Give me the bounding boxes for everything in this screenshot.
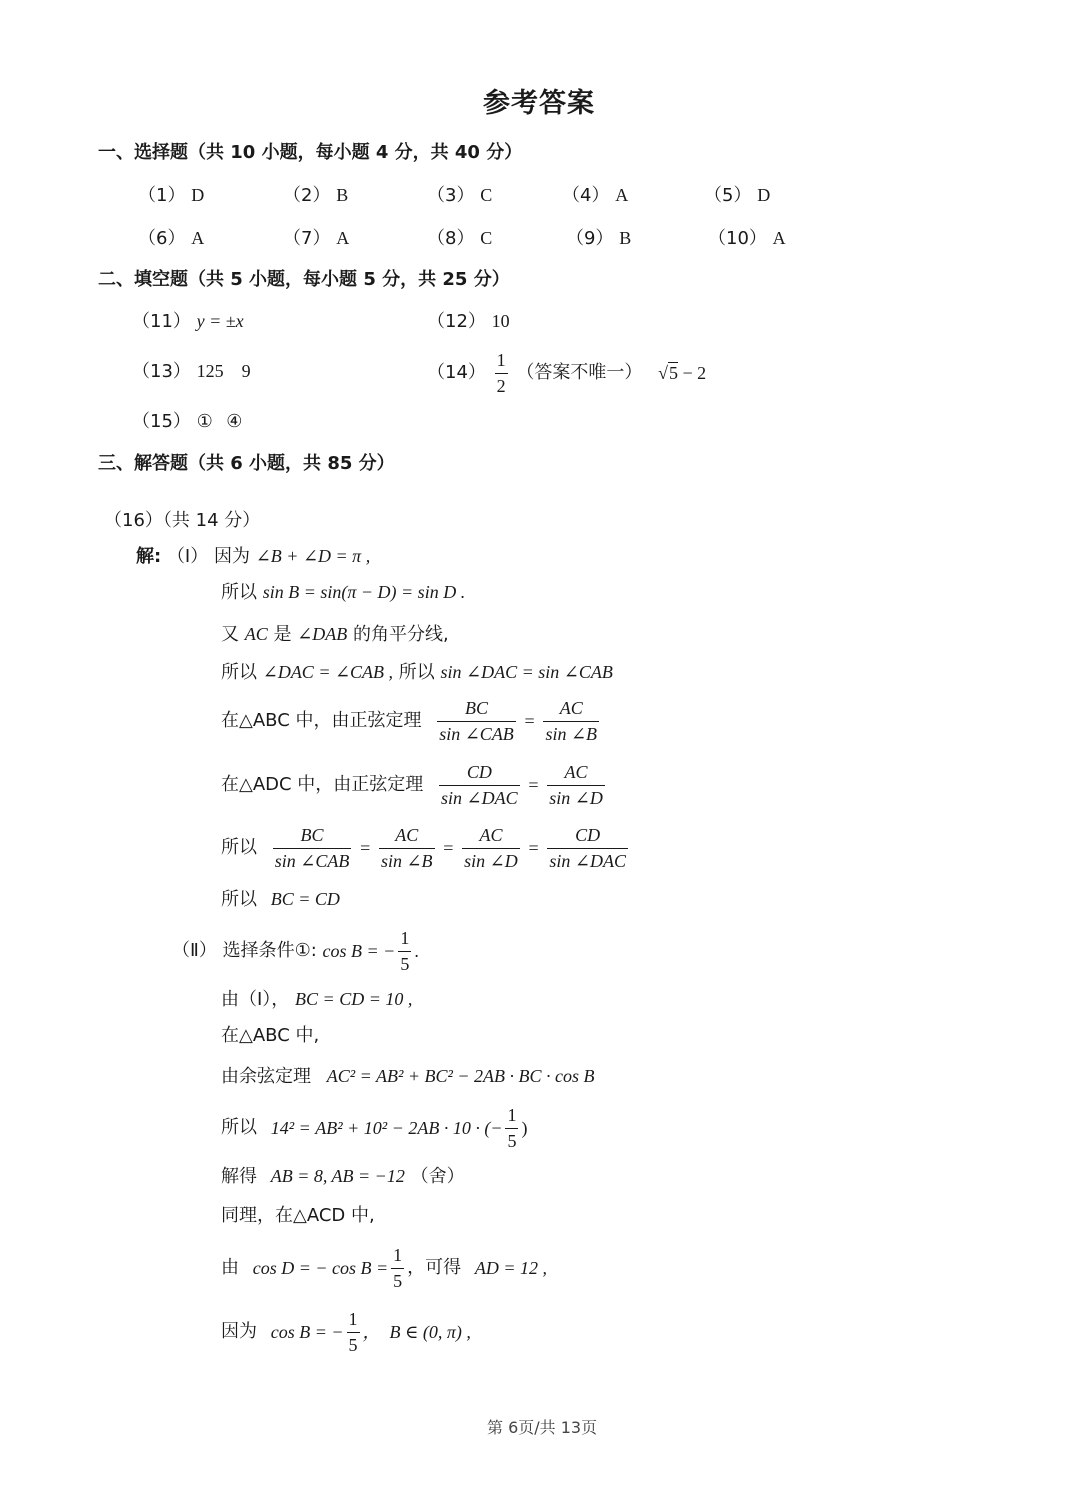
choice-value: D	[191, 185, 205, 205]
fill-value: ① ④	[196, 411, 243, 431]
fraction-numerator: 1	[391, 1245, 404, 1269]
choice-answer-10	[708, 229, 786, 248]
text: 在△ADC 中，由正弦定理	[221, 774, 424, 796]
fraction	[547, 825, 628, 871]
equals-sign: =	[524, 711, 535, 732]
math: sin ∠DAC = sin ∠CAB	[440, 662, 613, 682]
math: BC = CD = 10 ,	[295, 989, 413, 1009]
math: cos B = −	[270, 1322, 344, 1343]
math: cos D = − cos B =	[252, 1258, 389, 1279]
fill-answer-15	[132, 412, 242, 431]
fraction-numerator: CD	[547, 825, 628, 849]
fraction-denominator: sin ∠B	[545, 723, 598, 744]
text: 所以	[398, 662, 435, 683]
fill-value: y = ±x	[196, 311, 244, 331]
math: ∠B + ∠D = π ,	[255, 546, 371, 566]
fill-answer-14	[427, 350, 706, 396]
choice-answer-7	[283, 229, 349, 248]
choice-number: （5）	[704, 185, 752, 206]
choice-number: （7）	[283, 228, 331, 249]
fraction-numerator: CD	[439, 762, 520, 786]
fraction-numerator: AC	[379, 825, 435, 849]
fill-number: （11）	[132, 311, 191, 332]
fill-note: （答案不唯一）	[516, 362, 643, 384]
fraction-denominator: 5	[393, 1270, 403, 1291]
fraction-denominator: sin ∠CAB	[274, 850, 350, 871]
fraction	[495, 350, 508, 396]
fill-number: （12）	[427, 311, 486, 332]
math: ∠DAB	[297, 624, 348, 644]
choice-answer-1	[138, 186, 204, 205]
choice-answer-6	[138, 229, 204, 248]
equals-sign: =	[528, 838, 539, 859]
text: 所以	[221, 582, 257, 603]
choice-value: D	[757, 185, 771, 205]
solution-part2-line3: 在△ABC 中,	[221, 1025, 320, 1046]
page-title: 参考答案	[483, 88, 595, 119]
choice-number: （10）	[708, 228, 767, 249]
fraction	[547, 762, 605, 808]
text: 所以	[221, 889, 257, 910]
fraction-numerator: 1	[398, 928, 411, 952]
text: ，可得	[407, 1257, 462, 1279]
solution-line3	[221, 625, 449, 644]
choice-number: （2）	[283, 185, 331, 206]
section-1-heading: 一、选择题（共 10 小题，每小题 4 分，共 40 分）	[98, 142, 523, 163]
section-2-heading: 二、填空题（共 5 小题，每小题 5 分，共 25 分）	[98, 269, 510, 290]
math: AD = 12 ,	[474, 1258, 548, 1279]
choice-value: A	[615, 185, 629, 205]
sqrt-expression: √5 − 2	[658, 363, 707, 384]
fraction-numerator: 1	[495, 350, 508, 374]
fill-answer-12	[427, 312, 510, 331]
page-number-footer: 第 6页/共 13页	[487, 1418, 598, 1437]
choice-answer-4	[562, 186, 628, 205]
fraction-denominator: 5	[507, 1130, 517, 1151]
choice-value: A	[191, 228, 205, 248]
choice-number: （6）	[138, 228, 186, 249]
solution-part2-line7: 同理，在△ACD 中,	[221, 1205, 375, 1226]
math: AC	[244, 624, 268, 644]
choice-answer-3	[427, 186, 492, 205]
section-3-heading: 三、解答题（共 6 小题，共 85 分）	[98, 453, 395, 474]
solution-part2-line9	[221, 1309, 471, 1355]
fill-number: （13）	[132, 361, 191, 382]
text: 是	[273, 624, 292, 645]
fill-number: （15）	[132, 411, 191, 432]
choice-answer-5	[704, 186, 770, 205]
math: AC² = AB² + BC² − 2AB · BC · cos B	[326, 1066, 595, 1086]
fraction-denominator: sin ∠DAC	[549, 850, 626, 871]
text: 因为	[221, 1321, 257, 1343]
fraction	[462, 825, 520, 871]
choice-value: A	[336, 228, 350, 248]
fraction-numerator: AC	[547, 762, 605, 786]
fraction	[398, 928, 411, 974]
fraction	[543, 698, 599, 744]
fill-number: （14）	[427, 362, 486, 384]
equals-sign: =	[360, 838, 371, 859]
fraction-numerator: 1	[505, 1105, 518, 1129]
choice-number: （1）	[138, 185, 186, 206]
text: 所以	[221, 662, 257, 683]
solution-part2-line1	[172, 928, 419, 974]
sqrt-argument: 5	[669, 363, 678, 384]
text: （舍）	[410, 1166, 465, 1187]
solution-part2-line4	[221, 1067, 595, 1086]
math: BC = CD	[270, 889, 340, 909]
solution-label: 解:	[136, 546, 162, 567]
solution-part2-line8	[221, 1245, 547, 1291]
math: sin B = sin(π − D) = sin D .	[262, 582, 466, 602]
solution-part2-line5	[221, 1105, 527, 1151]
fraction-numerator: BC	[273, 825, 352, 849]
solution-part2-line6	[221, 1167, 465, 1186]
fraction-numerator: 1	[347, 1309, 360, 1333]
choice-answer-9	[566, 229, 631, 248]
fraction-denominator: sin ∠DAC	[441, 787, 518, 808]
fraction-denominator: 2	[496, 375, 506, 396]
sqrt-tail: − 2	[678, 363, 707, 384]
math: 14² = AB² + 10² − 2AB · 10 · (−	[270, 1118, 503, 1139]
fraction-denominator: 5	[400, 953, 410, 974]
text: 选择条件①:	[222, 940, 317, 962]
choice-value: C	[480, 185, 493, 205]
choice-answer-2	[283, 186, 348, 205]
text: 又	[221, 624, 239, 645]
text: 由	[221, 1257, 239, 1279]
solution-line8	[221, 890, 340, 909]
fill-answer-11	[132, 312, 244, 331]
text: 因为	[213, 546, 250, 567]
fraction	[379, 825, 435, 871]
fraction-denominator: sin ∠D	[464, 850, 518, 871]
choice-value: C	[480, 228, 493, 248]
choice-value: A	[772, 228, 786, 248]
choice-value: B	[619, 228, 632, 248]
fill-answer-13	[132, 362, 251, 381]
part-label: （Ⅱ）	[172, 940, 217, 962]
choice-number: （4）	[562, 185, 610, 206]
solution-part1-line1	[136, 547, 370, 566]
solution-line2	[221, 583, 465, 602]
solution-line6	[221, 762, 608, 808]
choice-value: B	[336, 185, 349, 205]
fraction	[437, 698, 516, 744]
text: 由（Ⅰ），	[221, 989, 290, 1010]
solution-line7	[221, 825, 631, 871]
text: 由余弦定理	[221, 1066, 311, 1087]
solution-line4	[221, 663, 613, 682]
fraction	[273, 825, 352, 871]
text: 的角平分线,	[353, 624, 449, 645]
fill-value: 125 9	[196, 361, 251, 381]
fraction-denominator: sin ∠D	[549, 787, 603, 808]
math: cos B = −	[322, 941, 396, 962]
fraction	[391, 1245, 404, 1291]
part-label: （Ⅰ）	[166, 546, 209, 567]
text: 所以	[221, 837, 257, 859]
fraction	[439, 762, 520, 808]
fraction	[347, 1309, 360, 1355]
fraction-numerator: BC	[437, 698, 516, 722]
choice-number: （8）	[427, 228, 475, 249]
solution-line5	[221, 698, 602, 744]
equals-sign: =	[443, 838, 454, 859]
choice-number: （9）	[566, 228, 614, 249]
math: ∠DAC = ∠CAB ,	[262, 662, 394, 682]
fraction-denominator: 5	[348, 1334, 358, 1355]
choice-number: （3）	[427, 185, 475, 206]
fraction-denominator: sin ∠B	[380, 850, 433, 871]
choice-answer-8	[427, 229, 492, 248]
period: .	[414, 941, 419, 962]
text: 在△ABC 中，由正弦定理	[221, 710, 422, 732]
fraction	[505, 1105, 518, 1151]
math: AB = 8, AB = −12	[270, 1166, 405, 1186]
fraction-numerator: AC	[462, 825, 520, 849]
solution-part2-line2	[221, 990, 412, 1009]
fraction-numerator: AC	[543, 698, 599, 722]
fill-value: 10	[491, 311, 510, 331]
text: 所以	[221, 1117, 257, 1139]
fraction-denominator: sin ∠CAB	[439, 723, 514, 744]
problem-16-heading: （16）（共 14 分）	[104, 510, 261, 531]
math: ， B ∈ (0, π) ,	[362, 1322, 471, 1343]
text: 解得	[221, 1166, 257, 1187]
equals-sign: =	[528, 775, 539, 796]
close-paren: )	[521, 1118, 528, 1139]
